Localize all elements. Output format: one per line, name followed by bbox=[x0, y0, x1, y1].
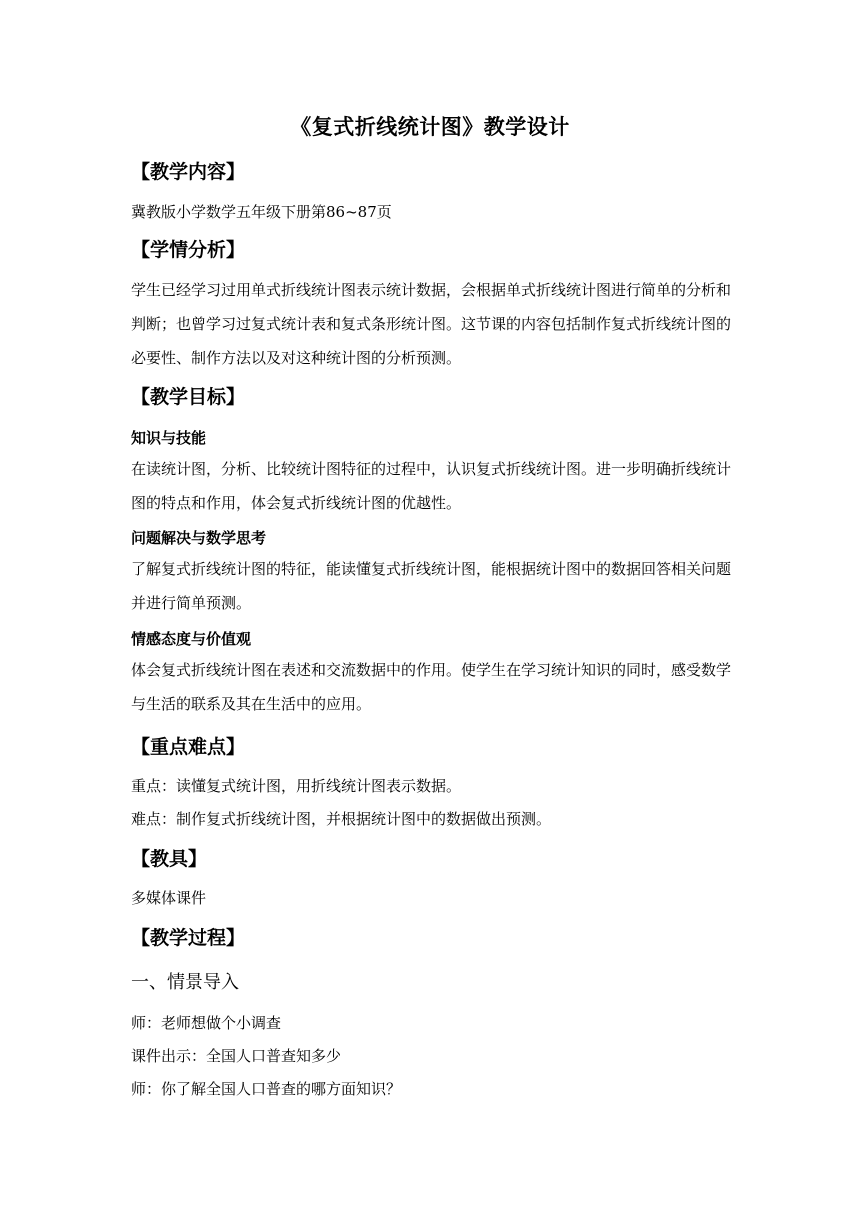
goal-knowledge-heading: 知识与技能 bbox=[131, 429, 207, 447]
heading-student-analysis: 【学情分析】 bbox=[131, 239, 246, 261]
goal-knowledge-text: 在读统计图，分析、比较统计图特征的过程中，认识复式折线统计图。进一步明确折线统计图的特点和作用，体会复式折线统计图的优越性。 bbox=[131, 460, 732, 512]
dialogue-line-3: 师：你了解全国人口普查的哪方面知识？ bbox=[131, 1080, 402, 1098]
dialogue-line-2: 课件出示：全国人口普查知多少 bbox=[131, 1047, 342, 1065]
keypoint-text: 重点：读懂复式统计图，用折线统计图表示数据。 bbox=[131, 777, 462, 795]
heading-teaching-content: 【教学内容】 bbox=[131, 161, 246, 183]
heading-key-difficulty: 【重点难点】 bbox=[131, 736, 246, 758]
document-title: 《复式折线统计图》教学设计 bbox=[290, 115, 570, 139]
difficulty-text: 难点：制作复式折线统计图，并根据统计图中的数据做出预测。 bbox=[131, 810, 552, 828]
goal-attitude-text: 体会复式折线统计图在表述和交流数据中的作用。使学生在学习统计知识的同时，感受数学与生活的联系及其在生活中的应用。 bbox=[131, 661, 732, 713]
goal-problem-solving-text: 了解复式折线统计图的特征，能读懂复式折线统计图，能根据统计图中的数据回答相关问题并进行简单预测。 bbox=[131, 560, 732, 612]
teaching-content-text: 冀教版小学数学五年级下册第86~87页 bbox=[131, 203, 392, 221]
heading-teaching-goals: 【教学目标】 bbox=[131, 386, 246, 408]
heading-teaching-tools: 【教具】 bbox=[131, 848, 208, 870]
section-scenario-intro: 一、情景导入 bbox=[131, 972, 239, 993]
dialogue-line-1: 师：老师想做个小调查 bbox=[131, 1014, 282, 1032]
heading-teaching-process: 【教学过程】 bbox=[131, 927, 246, 949]
goal-problem-solving-heading: 问题解决与数学思考 bbox=[131, 529, 267, 547]
student-analysis-text: 学生已经学习过用单式折线统计图表示统计数据，会根据单式折线统计图进行简单的分析和判断；也曾学习过复式统计表和复式条形统计图。这节课的内容包括制作复式折线统计图的必要性、制作方法以及对这种统计图的分析预测。 bbox=[131, 281, 732, 367]
teaching-tools-text: 多媒体课件 bbox=[131, 889, 207, 907]
goal-attitude-heading: 情感态度与价值观 bbox=[131, 630, 252, 648]
